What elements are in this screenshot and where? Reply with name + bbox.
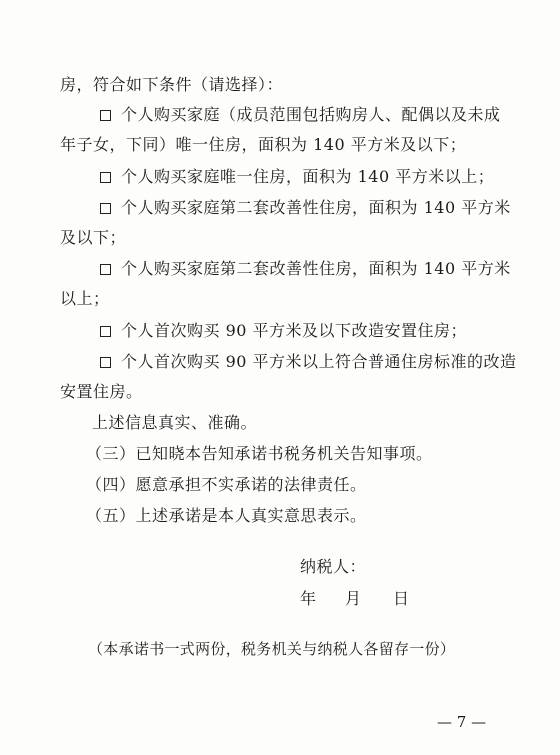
option-4-line-2: 以上； — [60, 289, 110, 308]
clause-4: （四）愿意承担不实承诺的法律责任。 — [86, 475, 367, 494]
option-6-text: 个人首次购买 90 平方米以上符合普通住房标准的改造 — [121, 352, 517, 371]
checkbox-icon[interactable] — [100, 264, 111, 275]
checkbox-icon[interactable] — [100, 326, 111, 337]
month-label: 月 — [345, 589, 362, 608]
option-4-text: 个人购买家庭第二套改善性住房，面积为 140 平方米 — [121, 259, 511, 278]
option-1-text: 个人购买家庭（成员范围包括购房人、配偶以及未成 — [121, 105, 501, 124]
option-5-text: 个人首次购买 90 平方米及以下改造安置住房； — [121, 321, 468, 340]
year-label: 年 — [300, 589, 317, 608]
option-1-line-2: 年子女，下同）唯一住房，面积为 140 平方米及以下； — [60, 135, 467, 154]
option-3-line-1 — [100, 197, 511, 219]
option-6-line-1 — [100, 351, 517, 373]
option-3-text: 个人购买家庭第二套改善性住房，面积为 140 平方米 — [121, 198, 511, 217]
option-3-line-2: 及以下； — [60, 228, 127, 247]
taxpayer-label: 纳税人： — [300, 557, 367, 576]
checkbox-icon[interactable] — [100, 110, 111, 121]
option-5-line-1 — [100, 320, 467, 342]
option-2-line-1 — [100, 166, 494, 188]
clause-5: （五）上述承诺是本人真实意思表示。 — [86, 506, 367, 525]
option-1-line-1 — [100, 104, 501, 126]
checkbox-icon[interactable] — [100, 172, 111, 183]
option-6-line-2: 安置住房。 — [60, 382, 143, 401]
clause-3: （三）已知晓本告知承诺书税务机关告知事项。 — [86, 444, 433, 463]
checkbox-icon[interactable] — [100, 357, 111, 368]
page-number: — 7 — — [437, 713, 487, 731]
day-label: 日 — [393, 589, 410, 608]
option-2-text: 个人购买家庭唯一住房，面积为 140 平方米以上； — [121, 167, 495, 186]
statement-line: 上述信息真实、准确。 — [92, 413, 258, 432]
footnote: （本承诺书一式两份，税务机关与纳税人各留存一份） — [88, 640, 456, 658]
option-4-line-1 — [100, 258, 511, 280]
intro-line: 房，符合如下条件（请选择）： — [60, 75, 284, 94]
checkbox-icon[interactable] — [100, 203, 111, 214]
